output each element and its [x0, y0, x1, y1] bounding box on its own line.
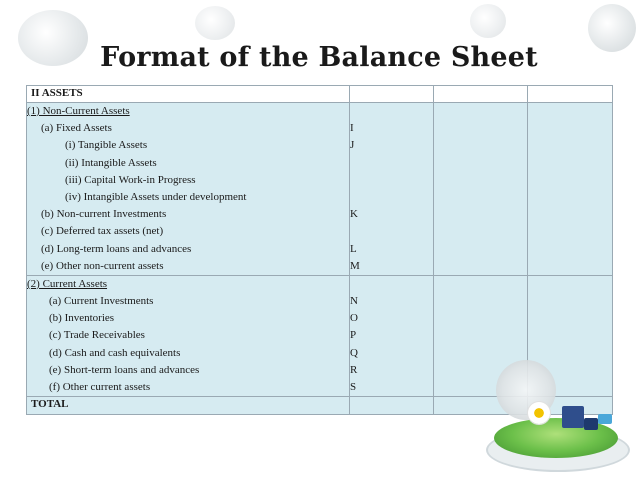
list-item: (d) Long-term loans and advances [41, 242, 192, 255]
note-ref [350, 223, 433, 240]
note-ref: P [350, 329, 357, 342]
list-item: (i) Tangible Assets [65, 139, 148, 152]
note-ref: S [350, 381, 357, 393]
note-ref: L [350, 242, 357, 255]
empty-cell [434, 103, 528, 276]
decorative-cube-icon [562, 406, 584, 428]
note-ref [350, 172, 433, 189]
list-item: (iv) Intangible Assets under development [65, 190, 247, 203]
list-item: (ii) Intangible Assets [65, 156, 157, 169]
note-column [350, 103, 434, 276]
decorative-bubble [470, 4, 506, 38]
section-heading: (2) Current Assets [27, 277, 108, 290]
page-title: Format of the Balance Sheet [100, 42, 538, 73]
list-item: (a) Current Investments [49, 295, 154, 308]
note-ref: J [350, 139, 355, 152]
decorative-cube-icon [598, 414, 612, 424]
empty-cell [434, 86, 528, 103]
list-item: (d) Cash and cash equivalents [49, 346, 181, 359]
decorative-green-disc [494, 418, 618, 458]
assets-header-cell: II ASSETS [27, 86, 350, 103]
list-item: (b) Inventories [49, 312, 115, 325]
note-ref [350, 189, 433, 206]
current-assets-cell [27, 275, 350, 396]
list-item: (a) Fixed Assets [41, 122, 112, 135]
note-ref: M [350, 259, 360, 272]
note-ref [350, 155, 433, 172]
empty-cell [350, 397, 434, 415]
list-item: (b) Non-current Investments [41, 208, 167, 221]
note-ref: Q [350, 346, 358, 359]
total-label: TOTAL [27, 397, 350, 415]
non-current-assets-row [27, 103, 613, 276]
list-item: (iii) Capital Work-in Progress [65, 173, 196, 186]
decorative-bubble [195, 6, 235, 40]
note-ref: R [350, 363, 358, 376]
table-header-row [27, 86, 613, 103]
empty-cell [528, 103, 613, 276]
decorative-cube-icon [584, 418, 598, 430]
note-ref: K [350, 208, 358, 221]
list-item: (c) Trade Receivables [49, 329, 145, 342]
list-item: (e) Short-term loans and advances [49, 363, 200, 376]
list-item: (f) Other current assets [49, 381, 151, 393]
empty-cell [528, 86, 613, 103]
empty-cell [350, 86, 434, 103]
decorative-flower-icon [528, 402, 550, 424]
list-item: (c) Deferred tax assets (net) [41, 225, 164, 238]
note-column [350, 275, 434, 396]
note-ref: O [350, 312, 358, 325]
non-current-assets-cell [27, 103, 350, 276]
note-ref: I [350, 122, 354, 135]
section-heading: (1) Non-Current Assets [27, 105, 130, 117]
list-item: (e) Other non-current assets [41, 259, 164, 272]
note-ref: N [350, 295, 358, 308]
